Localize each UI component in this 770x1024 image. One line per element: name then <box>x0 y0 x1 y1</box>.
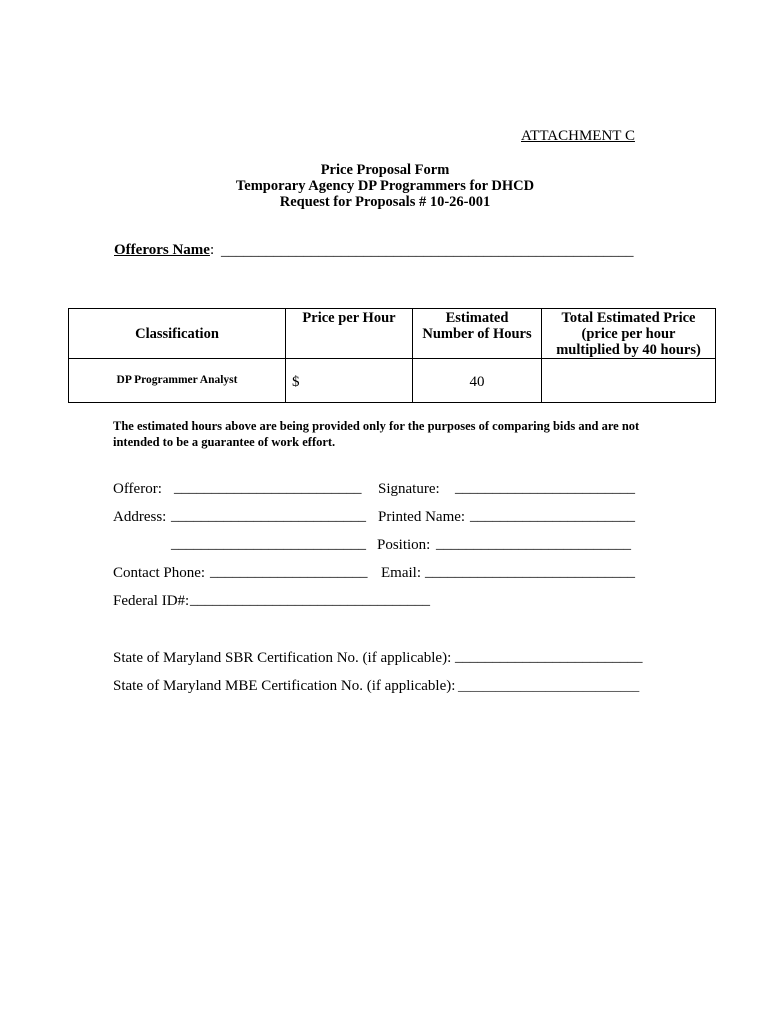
header-total-price-line3: multiplied by 40 hours) <box>556 342 701 358</box>
header-price-per-hour: Price per Hour <box>286 309 413 359</box>
offeror-field[interactable]: _________________________ <box>174 480 362 496</box>
signature-label: Signature: <box>378 481 440 497</box>
mbe-certification-field[interactable]: _____________________________ <box>458 679 640 693</box>
header-estimated-hours-line1: Estimated <box>445 310 509 326</box>
sbr-certification-field[interactable]: _________________________ <box>455 649 643 665</box>
price-table <box>68 308 716 403</box>
address-line2-field[interactable]: __________________________ <box>171 536 366 552</box>
email-label: Email: <box>381 565 421 581</box>
table-header-row <box>69 309 716 359</box>
header-classification: Classification <box>69 309 286 359</box>
address-field[interactable]: __________________________ <box>171 508 366 524</box>
form-subtitle: Temporary Agency DP Programmers for DHCD <box>235 178 535 194</box>
printed-name-field[interactable]: ______________________ <box>470 508 635 524</box>
cell-price[interactable]: $ <box>286 359 413 403</box>
signature-field[interactable]: ________________________ <box>455 480 635 496</box>
estimate-note: The estimated hours above are being provided only for the purposes of comparing bids and are not intended to be a guarantee of work effort. <box>113 419 640 449</box>
header-total-price <box>542 309 716 359</box>
header-estimated-hours-line2: Number of Hours <box>422 326 532 342</box>
table-row <box>69 359 716 403</box>
cell-total[interactable] <box>542 359 716 403</box>
email-field[interactable]: ____________________________ <box>425 564 635 580</box>
rfp-number: Request for Proposals # 10-26-001 <box>279 194 491 210</box>
position-label: Position: <box>377 537 431 553</box>
contact-phone-label: Contact Phone: <box>113 565 206 581</box>
offerors-name-colon: : <box>209 242 215 258</box>
printed-name-label: Printed Name: <box>378 509 466 525</box>
mbe-certification-label: State of Maryland MBE Certification No. (if applicable): <box>113 678 456 694</box>
header-estimated-hours <box>413 309 542 359</box>
federal-id-label: Federal ID#: <box>113 593 190 609</box>
attachment-heading: ATTACHMENT C <box>521 128 635 144</box>
address-label: Address: <box>113 509 167 525</box>
offerors-name-field[interactable]: _______________________________________________________ <box>221 243 634 259</box>
offerors-name-text: Offerors Name <box>114 242 210 258</box>
sbr-certification-label: State of Maryland SBR Certification No. (if applicable): <box>113 650 452 666</box>
header-total-price-line2: (price per hour <box>581 326 676 342</box>
federal-id-field[interactable]: ________________________________ <box>190 592 430 608</box>
contact-phone-field[interactable]: _____________________ <box>210 564 368 580</box>
cell-hours: 40 <box>413 359 542 403</box>
position-field[interactable]: __________________________ <box>436 536 631 552</box>
offeror-label: Offeror: <box>113 481 162 497</box>
form-title: Price Proposal Form <box>320 162 450 178</box>
offerors-name-label <box>114 242 214 259</box>
cell-classification: DP Programmer Analyst <box>69 359 286 403</box>
header-total-price-line1: Total Estimated Price <box>561 310 696 326</box>
